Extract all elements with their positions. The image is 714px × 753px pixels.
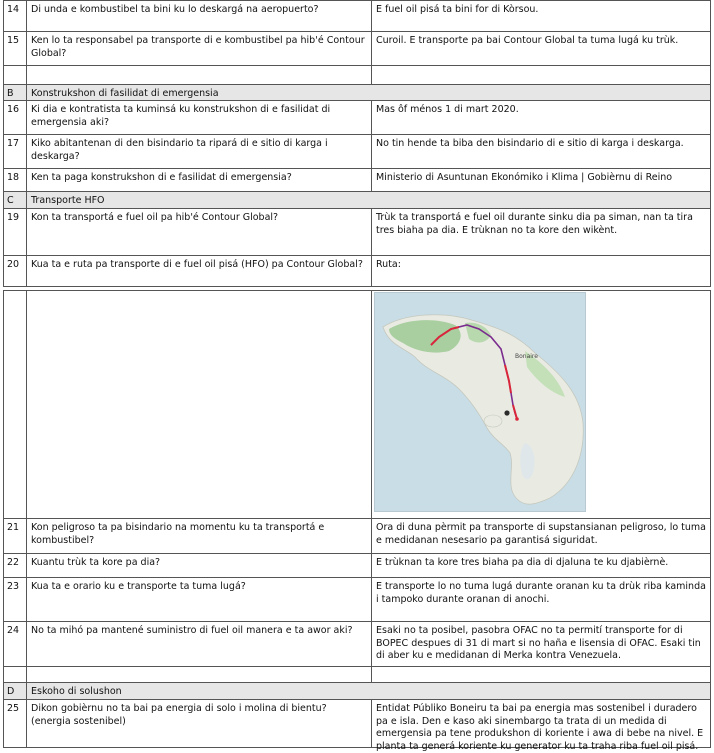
row-number: 22	[4, 554, 27, 577]
table-row	[3, 208, 711, 255]
row-number: 21	[4, 519, 27, 553]
question-cell-empty	[27, 66, 372, 84]
row-number: 14	[4, 1, 27, 31]
question-cell: Ki dia e kontratista ta kuminsá ku konstrukshon di e fasilidat di emergensia aki?	[27, 101, 372, 134]
question-cell: Kon peligroso ta pa bisindario na momentu ku ta transportá e kombustibel?	[27, 519, 372, 553]
question-cell-empty	[27, 667, 372, 682]
row-number-empty	[4, 667, 27, 682]
answer-cell: E fuel oil pisá ta bini for di Kòrsou.	[376, 4, 539, 15]
row-number: 20	[4, 256, 27, 286]
row-number: 19	[4, 209, 27, 255]
answer-cell: Ruta:	[376, 259, 401, 270]
table-row	[3, 134, 711, 168]
route-map	[374, 292, 586, 512]
question-cell: Kon ta transportá e fuel oil pa hib'é Contour Global?	[27, 209, 372, 255]
question-cell: Di unda e kombustibel ta bini ku lo deskargá na aeropuerto?	[27, 1, 372, 31]
answer-cell-empty	[372, 66, 710, 84]
table-row	[3, 168, 711, 191]
question-cell: Ken ta paga konstrukshon di e fasilidat di emergensia?	[27, 169, 372, 191]
section-title: Konstrukshon di fasilidat di emergensia	[31, 88, 219, 99]
table-row	[3, 255, 711, 287]
section-header-c	[3, 191, 711, 208]
row-number-empty	[4, 66, 27, 84]
row-number: 17	[4, 135, 27, 168]
row-number: 15	[4, 32, 27, 65]
question-cell: Kua ta e orario ku e transporte ta tuma lugá?	[27, 578, 372, 621]
question-cell: Dikon gobièrnu no ta bai pa energia di solo i molina di bientu? (energia sostenibel)	[27, 700, 372, 747]
answer-cell-empty	[372, 667, 710, 682]
section-letter: B	[4, 85, 27, 100]
table-row	[3, 553, 711, 577]
table-row	[3, 621, 711, 666]
question-cell-empty	[27, 291, 372, 518]
answer-cell: Curoil. E transporte pa bai Contour Global ta tuma lugá ku trùk.	[376, 35, 679, 46]
question-cell: No ta mihó pa mantené suministro di fuel oil manera e ta awor aki?	[27, 622, 372, 666]
row-number: 18	[4, 169, 27, 191]
section-header-d	[3, 682, 711, 699]
question-cell: Kuantu trùk ta kore pa dia?	[27, 554, 372, 577]
table-row	[3, 518, 711, 553]
answer-cell: No tin hende ta biba den bisindario di e sitio di karga i deskarga.	[376, 138, 684, 149]
row-number: 25	[4, 700, 27, 747]
section-header-b	[3, 84, 711, 100]
table-row	[3, 699, 711, 752]
map-row	[3, 290, 711, 518]
table-row	[3, 577, 711, 621]
answer-cell: Entidat Públiko Boneiru ta bai pa energia mas sostenibel i duradero pa e isla. Den e kaso aki sinembargo ta trata di un medida di emergensia pa tene produkshon di koriente i awa di bebe na nivel. E planta ta generá koriente ku generator ku ta traha riba fuel oil pisá.	[376, 703, 704, 752]
route-map-svg	[375, 293, 585, 511]
question-cell: Kua ta e ruta pa transporte di e fuel oil pisá (HFO) pa Contour Global?	[27, 256, 372, 286]
empty-row	[3, 65, 711, 84]
answer-cell: Ministerio di Asuntunan Ekonómiko i Klima | Gobièrnu di Reino	[376, 172, 673, 183]
section-letter: C	[4, 192, 27, 208]
row-number: 23	[4, 578, 27, 621]
table-row	[3, 31, 711, 65]
table-row	[3, 100, 711, 134]
row-number: 24	[4, 622, 27, 666]
row-number-empty	[4, 291, 27, 518]
section-title: Eskoho di solushon	[31, 686, 122, 697]
answer-cell: E transporte lo no tuma lugá durante oranan ku ta drùk riba kaminda i tampoko durante oranan di anochi.	[376, 581, 706, 605]
row-number: 16	[4, 101, 27, 134]
answer-cell: Esaki no ta posibel, pasobra OFAC no ta permití transporte for di BOPEC despues di 31 di mart si no haña e lisensia di OFAC. Esaki tin di aber ku e medidanan di Merka kontra Venezuela.	[376, 625, 701, 661]
question-cell: Kiko abitantenan di den bisindario ta ripará di e sitio di karga i deskarga?	[27, 135, 372, 168]
question-cell: Ken lo ta responsabel pa transporte di e kombustibel pa hib'é Contour Global?	[27, 32, 372, 65]
section-letter: D	[4, 683, 27, 699]
section-title: Transporte HFO	[31, 195, 105, 206]
answer-cell: E trùknan ta kore tres biaha pa dia di djaluna te ku djabièrnè.	[376, 557, 669, 568]
table-row	[3, 0, 711, 31]
answer-cell: Ora di duna pèrmit pa transporte di supstansianan peligroso, lo tuma e medidanan nesesario pa garantisá siguridat.	[376, 522, 706, 546]
empty-row	[3, 666, 711, 682]
answer-cell: Trùk ta transportá e fuel oil durante sinku dia pa siman, nan ta tira tres biaha pa dia. E trùknan no ta kore den wikènt.	[376, 212, 693, 236]
map-label: Bonaire	[515, 353, 538, 360]
answer-cell: Mas ôf ménos 1 di mart 2020.	[376, 104, 519, 115]
